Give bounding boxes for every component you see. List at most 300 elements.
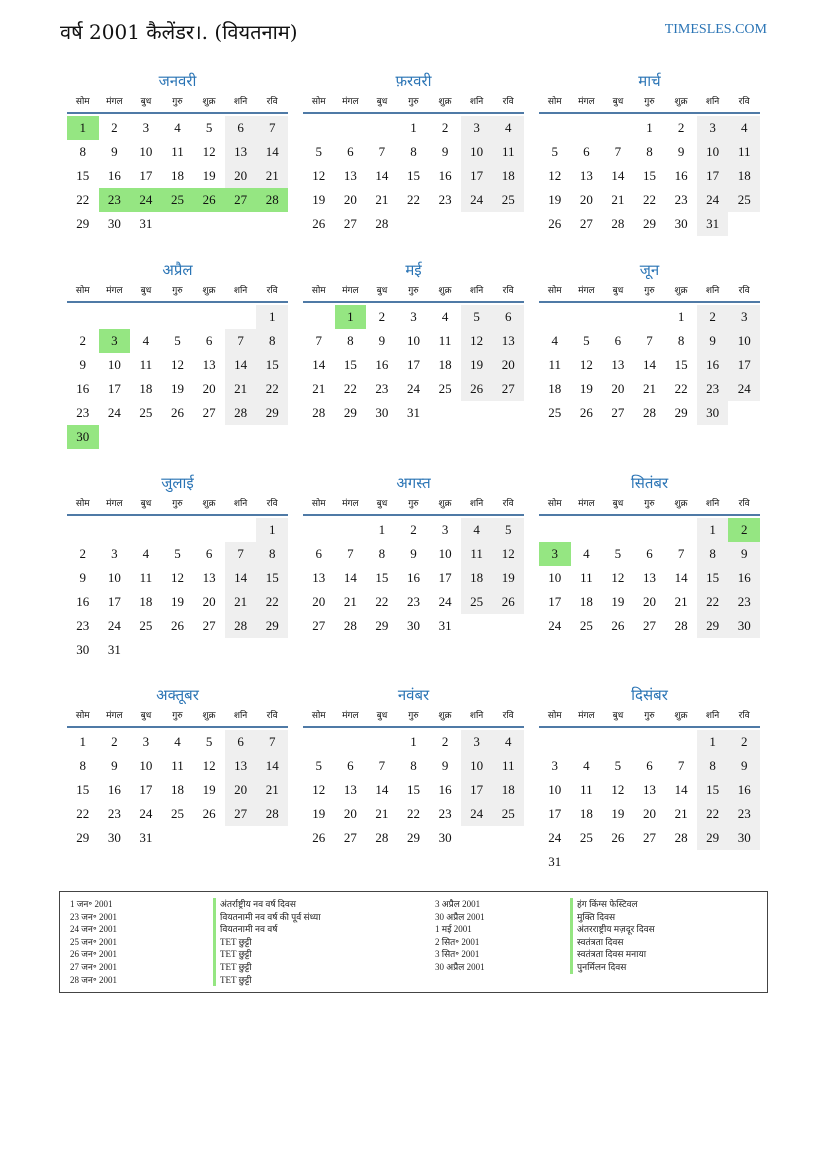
day-cell: 5 (174, 333, 181, 348)
day-cell: 4 (461, 518, 493, 542)
legend-date: 27 जन॰ 2001 (70, 961, 118, 972)
legend-names-col-1 (213, 898, 321, 986)
day-cell: 14 (256, 140, 288, 164)
day-cell: 30 (697, 401, 729, 425)
day-cell: 21 (674, 594, 688, 609)
month-name: अप्रैल (162, 261, 193, 279)
day-cell: 10 (107, 570, 121, 585)
holiday-day-cell: 3 (539, 542, 571, 566)
day-cell: 25 (492, 802, 524, 826)
day-cell: 29 (256, 614, 288, 638)
day-cell: 18 (728, 164, 760, 188)
month-block (303, 472, 524, 662)
day-cell: 23 (107, 806, 121, 821)
day-cell: 6 (614, 333, 622, 348)
day-cell: 3 (410, 309, 417, 324)
weekday-header (303, 94, 524, 114)
day-cell: 22 (375, 594, 389, 609)
weekday-label: मंगल (342, 97, 359, 107)
day-cell: 8 (347, 333, 354, 348)
legend-date: 3 अप्रैल 2001 (435, 899, 481, 909)
day-cell: 8 (677, 333, 685, 348)
day-cell: 11 (548, 357, 562, 372)
day-cell: 22 (256, 590, 288, 614)
day-cell: 10 (548, 570, 562, 585)
day-cell: 19 (461, 353, 493, 377)
weekday-label: सोम (311, 97, 326, 107)
day-cell: 31 (107, 642, 121, 657)
day-cell: 11 (171, 144, 184, 159)
weekday-label: मंगल (342, 711, 359, 721)
day-cell: 12 (492, 542, 524, 566)
day-cell: 3 (111, 546, 118, 561)
day-cell: 5 (461, 305, 493, 329)
weekday-header (539, 283, 760, 303)
day-cell: 2 (111, 120, 118, 135)
weekday-label: मंगल (106, 499, 123, 509)
day-cell: 18 (461, 566, 493, 590)
day-cell: 26 (170, 405, 184, 420)
day-cell: 20 (312, 594, 326, 609)
day-cell: 4 (728, 116, 760, 140)
legend-holiday-name: वियतनामी नव वर्ष की पूर्व संध्या (213, 911, 321, 924)
day-cell: 6 (347, 144, 354, 159)
day-cell: 5 (205, 120, 213, 135)
day-cell: 29 (343, 405, 357, 420)
day-cell: 26 (611, 618, 625, 633)
day-cell: 22 (697, 802, 729, 826)
day-cell: 24 (697, 188, 729, 212)
day-cell: 15 (76, 168, 90, 183)
day-cell: 2 (79, 333, 87, 348)
day-cell: 27 (642, 618, 656, 633)
weekday-label: सोम (75, 97, 90, 107)
days-grid (303, 730, 524, 874)
day-cell: 22 (343, 381, 357, 396)
day-cell: 18 (139, 381, 153, 396)
day-cell: 13 (202, 357, 216, 372)
holiday-day-cell: 1 (67, 116, 99, 140)
day-cell: 22 (256, 377, 288, 401)
weekday-header (303, 708, 524, 728)
day-cell: 4 (492, 730, 524, 754)
day-cell: 27 (312, 618, 326, 633)
days-grid (303, 116, 524, 260)
weekday-label: रवि (738, 499, 750, 509)
weekday-label: शुक्र (438, 711, 452, 721)
day-cell: 26 (492, 590, 524, 614)
day-cell: 24 (461, 802, 493, 826)
weekday-label: मंगल (578, 286, 595, 296)
day-cell: 11 (492, 754, 524, 778)
month-name: अक्तूबर (156, 686, 199, 704)
day-cell: 11 (438, 333, 452, 348)
weekday-label: सोम (547, 97, 562, 107)
weekday-label: गुरु (172, 499, 183, 509)
weekday-label: रवि (502, 711, 514, 721)
day-cell: 7 (677, 546, 685, 561)
weekday-label: गुरु (172, 711, 183, 721)
day-cell: 7 (315, 333, 323, 348)
day-cell: 9 (79, 570, 87, 585)
day-cell: 4 (174, 734, 181, 749)
day-cell: 2 (410, 522, 417, 537)
day-cell: 17 (728, 353, 760, 377)
weekday-header (539, 496, 760, 516)
day-cell: 19 (170, 381, 184, 396)
weekday-label: रवि (738, 286, 750, 296)
legend-holiday-name: मुक्ति दिवस (570, 911, 655, 924)
day-cell: 27 (343, 216, 357, 231)
legend-date: 1 मई 2001 (435, 924, 472, 935)
day-cell: 23 (728, 802, 760, 826)
day-cell: 21 (225, 377, 257, 401)
holiday-day-cell: 30 (67, 425, 99, 449)
day-cell: 30 (107, 830, 121, 845)
day-cell: 25 (139, 618, 153, 633)
legend-holiday-name: TET छुट्टी (213, 948, 321, 961)
day-cell: 26 (461, 377, 493, 401)
month-block (67, 472, 288, 662)
site-link[interactable]: TIMESLES.COM (664, 22, 767, 37)
day-cell: 16 (438, 782, 452, 797)
day-cell: 16 (107, 168, 121, 183)
legend-holiday-name: TET छुट्टी (213, 936, 321, 949)
day-cell: 20 (579, 192, 593, 207)
day-cell: 16 (728, 566, 760, 590)
weekday-label: सोम (547, 499, 562, 509)
day-cell: 30 (728, 826, 760, 850)
day-cell: 25 (548, 405, 562, 420)
month-name: दिसंबर (631, 686, 668, 704)
days-grid (539, 116, 760, 260)
weekday-label: बुध (612, 711, 624, 721)
weekday-label: रवि (266, 97, 278, 107)
days-grid (67, 518, 288, 662)
day-cell: 18 (579, 594, 593, 609)
weekday-label: मंगल (342, 499, 359, 509)
day-cell: 16 (406, 570, 420, 585)
day-cell: 31 (697, 212, 729, 236)
day-cell: 20 (492, 353, 524, 377)
weekday-label: सोम (75, 286, 90, 296)
day-cell: 11 (171, 758, 184, 773)
day-cell: 15 (406, 782, 420, 797)
day-cell: 24 (406, 381, 420, 396)
day-cell: 18 (492, 164, 524, 188)
day-cell: 18 (548, 381, 562, 396)
day-cell: 23 (375, 381, 389, 396)
day-cell: 28 (611, 216, 625, 231)
day-cell: 10 (406, 333, 420, 348)
day-cell: 3 (142, 120, 150, 135)
weekday-label: शनि (233, 286, 248, 296)
day-cell: 6 (646, 758, 653, 773)
day-cell: 22 (406, 806, 420, 821)
day-cell: 27 (492, 377, 524, 401)
day-cell: 15 (406, 168, 420, 183)
day-cell: 19 (202, 168, 216, 183)
holiday-day-cell: 23 (99, 188, 131, 212)
day-cell: 4 (492, 116, 524, 140)
day-cell: 27 (202, 405, 216, 420)
day-cell: 28 (642, 405, 656, 420)
day-cell: 5 (551, 144, 559, 159)
day-cell: 21 (642, 381, 656, 396)
day-cell: 27 (611, 405, 625, 420)
day-cell: 2 (441, 734, 449, 749)
weekday-label: शुक्र (674, 711, 688, 721)
day-cell: 7 (378, 758, 386, 773)
day-cell: 29 (406, 830, 420, 845)
weekday-header (303, 496, 524, 516)
day-cell: 21 (674, 806, 688, 821)
weekday-label: गुरु (408, 711, 419, 721)
day-cell: 23 (438, 192, 452, 207)
day-cell: 25 (170, 806, 184, 821)
day-cell: 14 (225, 566, 257, 590)
holiday-day-cell: 27 (225, 188, 257, 212)
day-cell: 11 (492, 140, 524, 164)
legend-holiday-name: हंग किंग्स फेस्टिवल (570, 898, 655, 911)
day-cell: 8 (410, 144, 417, 159)
holiday-day-cell: 2 (728, 518, 760, 542)
day-cell: 5 (614, 546, 622, 561)
weekday-label: सोम (75, 499, 90, 509)
day-cell: 9 (697, 329, 729, 353)
day-cell: 20 (225, 778, 257, 802)
day-cell: 13 (312, 570, 326, 585)
day-cell: 21 (375, 192, 389, 207)
day-cell: 18 (170, 782, 184, 797)
day-cell: 31 (139, 216, 153, 231)
weekday-label: रवि (266, 286, 278, 296)
weekday-label: शनि (233, 499, 248, 509)
day-cell: 5 (583, 333, 590, 348)
day-cell: 29 (674, 405, 688, 420)
day-cell: 22 (697, 590, 729, 614)
weekday-label: बुध (612, 286, 624, 296)
day-cell: 20 (225, 164, 257, 188)
day-cell: 16 (76, 381, 90, 396)
legend-date: 1 जन॰ 2001 (70, 899, 113, 909)
weekday-header (67, 94, 288, 114)
day-cell: 18 (170, 168, 184, 183)
weekday-label: शुक्र (674, 499, 688, 509)
day-cell: 28 (674, 618, 688, 633)
day-cell: 5 (614, 758, 622, 773)
day-cell: 2 (378, 309, 386, 324)
days-grid (303, 518, 524, 662)
day-cell: 23 (76, 405, 90, 420)
day-cell: 12 (611, 782, 625, 797)
day-cell: 2 (79, 546, 87, 561)
day-cell: 3 (461, 730, 493, 754)
page-title: वर्ष 2001 कैलेंडर।. (वियतनाम) (60, 20, 298, 44)
day-cell: 17 (107, 381, 121, 396)
day-cell: 24 (107, 405, 121, 420)
weekday-label: गुरु (644, 711, 655, 721)
day-cell: 19 (170, 594, 184, 609)
day-cell: 24 (548, 618, 562, 633)
day-cell: 8 (646, 144, 653, 159)
day-cell: 29 (256, 401, 288, 425)
weekday-label: मंगल (342, 286, 359, 296)
day-cell: 17 (697, 164, 729, 188)
day-cell: 2 (697, 305, 729, 329)
day-cell: 20 (202, 594, 216, 609)
day-cell: 28 (674, 830, 688, 845)
weekday-label: शुक्र (438, 97, 452, 107)
weekday-label: शनि (233, 97, 248, 107)
month-block (539, 472, 760, 662)
weekday-header (539, 94, 760, 114)
day-cell: 8 (378, 546, 386, 561)
legend-date: 26 जन॰ 2001 (70, 949, 118, 960)
day-cell: 13 (492, 329, 524, 353)
day-cell: 20 (343, 806, 357, 821)
weekday-label: मंगल (578, 97, 595, 107)
days-grid (67, 730, 288, 874)
day-cell: 11 (728, 140, 760, 164)
day-cell: 19 (548, 192, 562, 207)
day-cell: 13 (611, 357, 625, 372)
day-cell: 5 (205, 734, 213, 749)
weekday-label: सोम (75, 711, 90, 721)
day-cell: 16 (107, 782, 121, 797)
day-cell: 9 (111, 144, 118, 159)
weekday-label: शनि (705, 499, 720, 509)
holiday-day-cell: 25 (162, 188, 194, 212)
day-cell: 3 (728, 305, 760, 329)
day-cell: 12 (170, 357, 184, 372)
day-cell: 27 (579, 216, 593, 231)
day-cell: 12 (202, 758, 216, 773)
month-block (67, 70, 288, 260)
day-cell: 25 (728, 188, 760, 212)
weekday-label: बुध (140, 711, 152, 721)
weekday-header (67, 283, 288, 303)
weekday-label: गुरु (408, 499, 419, 509)
day-cell: 30 (406, 618, 420, 633)
month-block (67, 684, 288, 874)
weekday-label: शुक्र (202, 499, 216, 509)
day-cell: 1 (646, 120, 653, 135)
day-cell: 9 (728, 542, 760, 566)
holiday-day-cell: 26 (193, 188, 225, 212)
day-cell: 1 (410, 120, 417, 135)
day-cell: 10 (461, 754, 493, 778)
day-cell: 10 (139, 144, 153, 159)
month-block (539, 70, 760, 260)
day-cell: 25 (579, 618, 593, 633)
weekday-label: सोम (311, 499, 326, 509)
day-cell: 1 (677, 309, 685, 324)
day-cell: 11 (461, 542, 493, 566)
weekday-header (539, 708, 760, 728)
day-cell: 24 (461, 188, 493, 212)
month-block (303, 684, 524, 874)
day-cell: 4 (142, 546, 150, 561)
day-cell: 2 (111, 734, 118, 749)
weekday-label: मंगल (578, 711, 595, 721)
day-cell: 19 (611, 806, 625, 821)
day-cell: 15 (697, 778, 729, 802)
day-cell: 15 (343, 357, 357, 372)
day-cell: 15 (256, 353, 288, 377)
day-cell: 4 (441, 309, 449, 324)
day-cell: 3 (461, 116, 493, 140)
day-cell: 11 (139, 570, 153, 585)
day-cell: 6 (583, 144, 590, 159)
legend-date: 2 सित॰ 2001 (435, 936, 480, 947)
weekday-header (67, 496, 288, 516)
month-name: जून (639, 261, 660, 279)
day-cell: 13 (202, 570, 216, 585)
day-cell: 21 (375, 806, 389, 821)
day-cell: 2 (677, 120, 685, 135)
day-cell: 19 (202, 782, 216, 797)
legend-date: 24 जन॰ 2001 (70, 924, 118, 935)
day-cell: 22 (674, 381, 688, 396)
day-cell: 15 (674, 357, 688, 372)
day-cell: 21 (611, 192, 625, 207)
day-cell: 13 (225, 140, 257, 164)
month-block (303, 70, 524, 260)
month-name: मई (405, 261, 422, 279)
day-cell: 22 (76, 192, 90, 207)
day-cell: 28 (256, 802, 288, 826)
day-cell: 12 (611, 570, 625, 585)
day-cell: 23 (697, 377, 729, 401)
day-cell: 7 (646, 333, 653, 348)
legend-dates-col-1 (70, 898, 117, 986)
day-cell: 4 (551, 333, 559, 348)
month-name: जुलाई (161, 474, 194, 492)
legend-date: 25 जन॰ 2001 (70, 936, 118, 947)
day-cell: 14 (225, 353, 257, 377)
day-cell: 8 (256, 542, 288, 566)
day-cell: 8 (410, 758, 417, 773)
day-cell: 7 (225, 542, 257, 566)
month-name: नवंबर (397, 686, 430, 704)
day-cell: 30 (107, 216, 121, 231)
legend-date: 30 अप्रैल 2001 (435, 911, 485, 922)
month-name: फ़रवरी (395, 72, 432, 90)
weekday-label: शुक्र (202, 711, 216, 721)
day-cell: 28 (312, 405, 326, 420)
day-cell: 30 (438, 830, 452, 845)
day-cell: 4 (583, 758, 590, 773)
day-cell: 29 (697, 614, 729, 638)
weekday-label: बुध (140, 97, 152, 107)
day-cell: 21 (343, 594, 357, 609)
day-cell: 8 (697, 754, 729, 778)
day-cell: 18 (139, 594, 153, 609)
day-cell: 23 (674, 192, 688, 207)
month-block (539, 259, 760, 449)
day-cell: 29 (642, 216, 656, 231)
weekday-header (303, 283, 524, 303)
day-cell: 26 (312, 216, 326, 231)
day-cell: 6 (315, 546, 323, 561)
weekday-label: सोम (311, 711, 326, 721)
weekday-label: रवि (738, 97, 750, 107)
day-cell: 31 (438, 618, 452, 633)
day-cell: 29 (76, 830, 90, 845)
day-cell: 24 (548, 830, 562, 845)
day-cell: 13 (642, 782, 656, 797)
